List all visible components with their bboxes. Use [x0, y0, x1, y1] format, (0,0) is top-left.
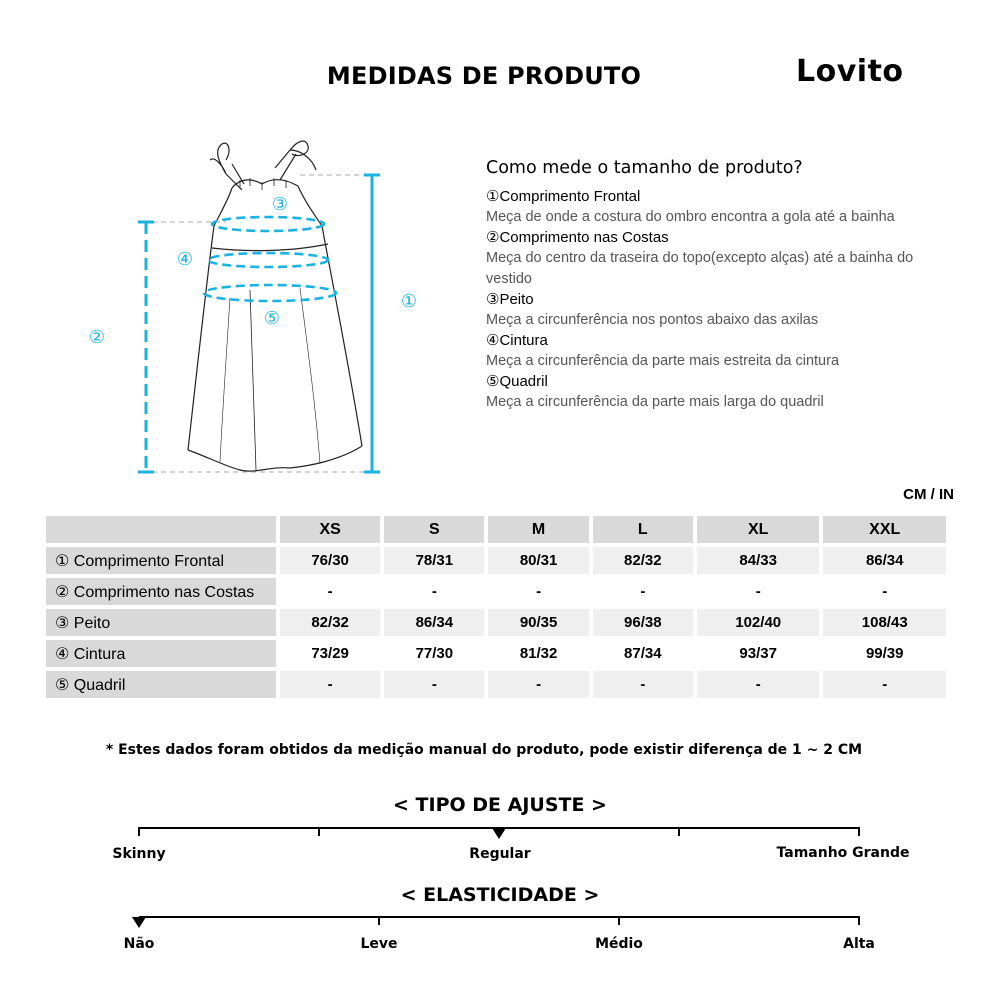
table-cell: - [697, 671, 820, 698]
table-cell: 90/35 [488, 609, 588, 636]
fit-label-regular: Regular [469, 846, 531, 862]
measure-name: ③Peito [486, 291, 534, 308]
row-label: ② Comprimento nas Costas [46, 578, 276, 605]
table-cell: 76/30 [280, 547, 380, 574]
table-row [46, 640, 946, 667]
fit-tick [678, 827, 680, 836]
marker-back-length: ② [88, 327, 106, 348]
right-tie [290, 141, 316, 170]
table-cell: - [593, 578, 693, 605]
left-tie [210, 143, 229, 174]
how-to-measure-title: Como mede o tamanho de produto? [486, 158, 803, 178]
table-cell: 81/32 [488, 640, 588, 667]
dress-measurement-illustration [0, 120, 480, 500]
elasticity-title: < ELASTICIDADE > [400, 884, 600, 906]
fit-label-large: Tamanho Grande [776, 845, 910, 861]
size-header: XL [697, 516, 820, 543]
measure-name: ②Comprimento nas Costas [486, 229, 669, 246]
waist-ellipse [208, 253, 328, 267]
table-cell: 108/43 [823, 609, 946, 636]
marker-hip: ⑤ [263, 308, 281, 329]
table-cell: - [697, 578, 820, 605]
row-label: ③ Peito [46, 609, 276, 636]
elasticity-label-alta: Alta [843, 936, 875, 952]
size-header: M [488, 516, 588, 543]
table-corner-cell [46, 516, 276, 543]
table-cell: 93/37 [697, 640, 820, 667]
table-cell: - [488, 578, 588, 605]
measure-name: ⑤Quadril [486, 373, 548, 390]
measure-item [486, 228, 926, 290]
elasticity-tick [378, 916, 380, 925]
fit-type-title: < TIPO DE AJUSTE > [393, 794, 607, 816]
table-cell: 102/40 [697, 609, 820, 636]
measure-name: ④Cintura [486, 332, 548, 349]
size-header: XS [280, 516, 380, 543]
hem [188, 446, 362, 471]
row-label: ① Comprimento Frontal [46, 547, 276, 574]
elasticity-selected-marker [132, 917, 146, 928]
table-cell: - [280, 578, 380, 605]
table-header-row [46, 516, 946, 543]
neckline [232, 180, 298, 188]
table-cell: 84/33 [697, 547, 820, 574]
row-label: ④ Cintura [46, 640, 276, 667]
fit-tick [858, 827, 860, 836]
elasticity-scale-line [139, 916, 860, 918]
measure-description: Meça a circunferência da parte mais larga do quadril [486, 394, 824, 410]
table-cell: 82/32 [593, 547, 693, 574]
table-row [46, 609, 946, 636]
table-cell: 82/32 [280, 609, 380, 636]
marker-chest: ③ [271, 194, 289, 215]
measure-description: Meça a circunferência da parte mais estreita da cintura [486, 353, 840, 369]
brand-logo: Lovito [796, 54, 904, 89]
right-strap-line [280, 154, 296, 180]
measure-description: Meça do centro da traseira do topo(excepto alças) até a bainha do vestido [486, 250, 914, 287]
table-cell: 99/39 [823, 640, 946, 667]
table-cell: 87/34 [593, 640, 693, 667]
table-cell: 96/38 [593, 609, 693, 636]
measure-description: Meça de onde a costura do ombro encontra a gola até a bainha [486, 209, 895, 225]
elasticity-tick [618, 916, 620, 925]
table-cell: - [280, 671, 380, 698]
elasticity-tick [858, 916, 860, 925]
units-label: CM / IN [903, 486, 954, 503]
table-row [46, 671, 946, 698]
measure-description: Meça a circunferência nos pontos abaixo das axilas [486, 312, 819, 328]
table-cell: 80/31 [488, 547, 588, 574]
right-strap [275, 150, 290, 168]
table-cell: 77/30 [384, 640, 484, 667]
row-label: ⑤ Quadril [46, 671, 276, 698]
size-header: XXL [823, 516, 946, 543]
fit-tick [138, 827, 140, 836]
table-row [46, 578, 946, 605]
table-cell: 86/34 [823, 547, 946, 574]
marker-front-length: ① [400, 291, 418, 312]
fit-label-skinny: Skinny [112, 846, 166, 862]
page-title: MEDIDAS DE PRODUTO [326, 62, 642, 90]
hip-ellipse [204, 285, 336, 301]
measure-item [486, 290, 926, 331]
measure-item [486, 331, 926, 372]
elasticity-label-medio: Médio [595, 936, 643, 952]
measure-item [486, 372, 926, 413]
elasticity-label-nao: Não [123, 936, 155, 952]
size-header: L [593, 516, 693, 543]
table-cell: - [823, 671, 946, 698]
table-cell: - [488, 671, 588, 698]
measurement-note: * Estes dados foram obtidos da medição manual do produto, pode existir diferença de 1 ~ 2 CM [105, 742, 863, 758]
chest-ellipse [212, 217, 324, 231]
how-to-measure [486, 158, 926, 413]
size-header: S [384, 516, 484, 543]
table-cell: 78/31 [384, 547, 484, 574]
table-cell: - [823, 578, 946, 605]
measure-item [486, 187, 926, 228]
fit-selected-marker [492, 828, 506, 839]
table-row [46, 547, 946, 574]
table-cell: - [593, 671, 693, 698]
table-cell: - [384, 578, 484, 605]
table-cell: - [384, 671, 484, 698]
elasticity-label-leve: Leve [360, 936, 398, 952]
table-cell: 86/34 [384, 609, 484, 636]
measure-name: ①Comprimento Frontal [486, 188, 641, 205]
size-table [42, 512, 950, 702]
tier-seam [212, 244, 328, 251]
table-cell: 73/29 [280, 640, 380, 667]
fit-tick [318, 827, 320, 836]
marker-waist: ④ [176, 249, 194, 270]
